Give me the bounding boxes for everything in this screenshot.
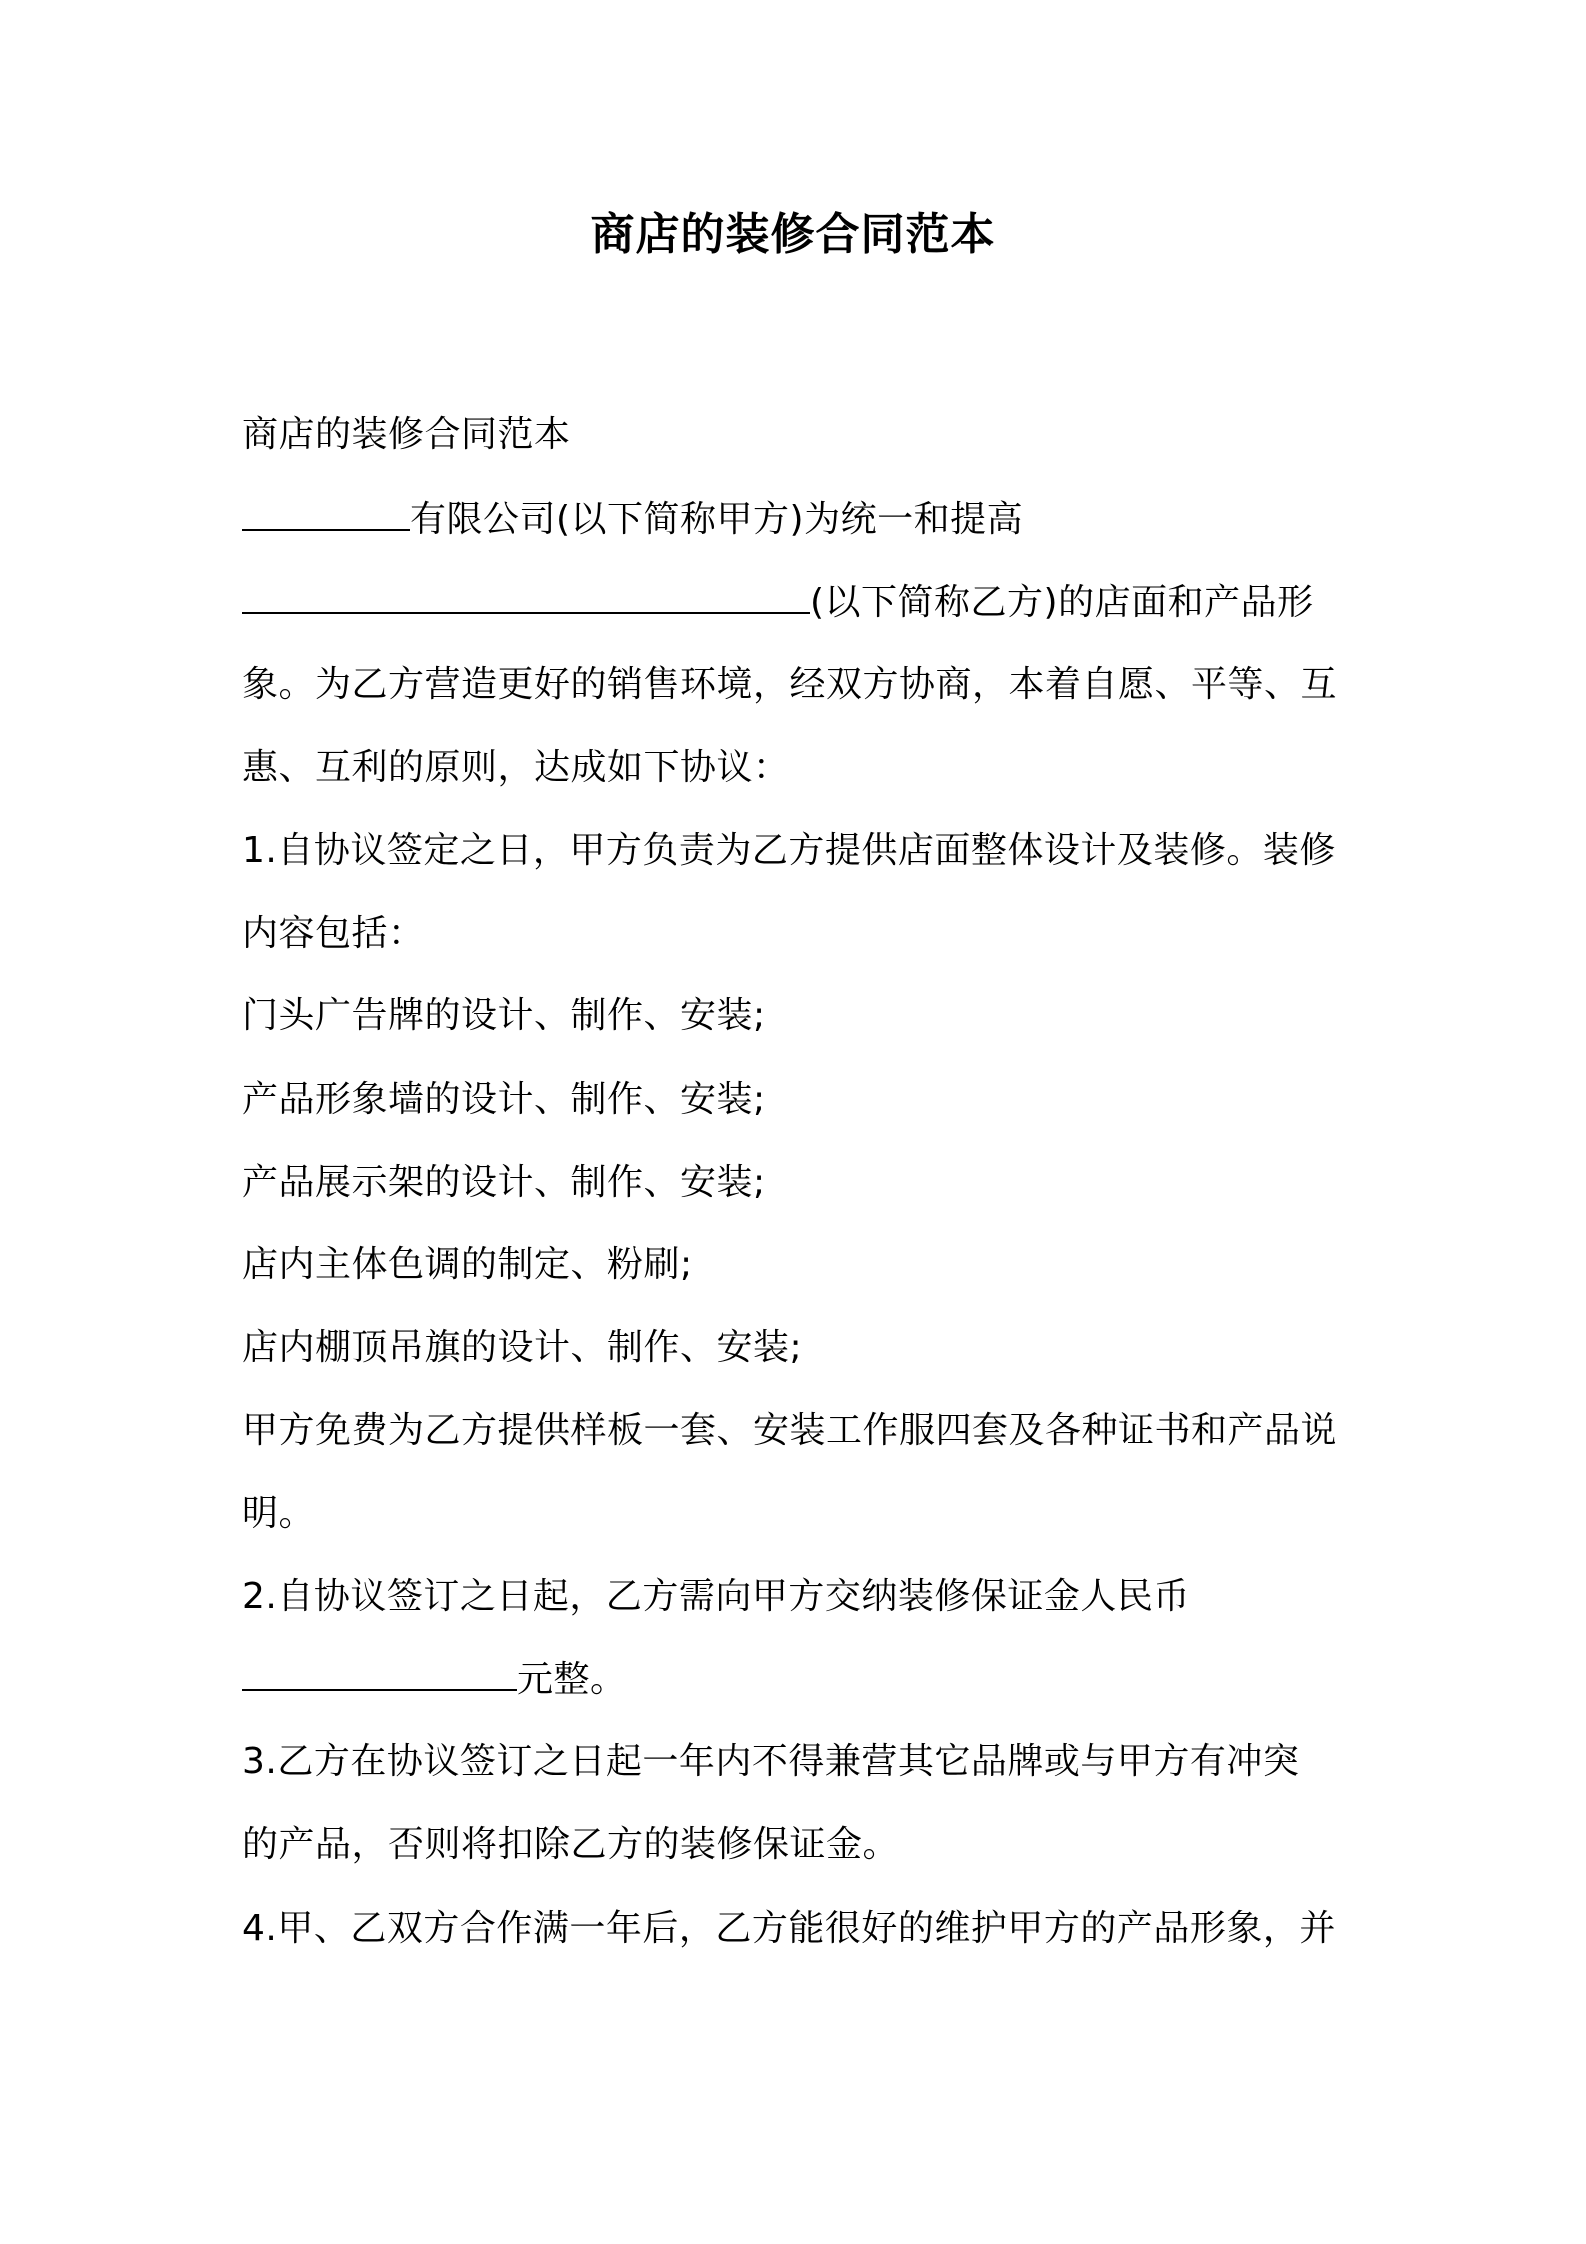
paragraph-line <box>242 495 1023 545</box>
paragraph-line-text: (以下简称乙方)的店面和产品形 <box>810 582 1314 623</box>
fill-blank <box>242 578 810 614</box>
paragraph-line: 产品形象墙的设计、制作、安装; <box>242 1079 766 1120</box>
paragraph-line: 店内棚顶吊旗的设计、制作、安装; <box>242 1327 803 1368</box>
subtitle-line: 商店的装修合同范本 <box>242 414 571 455</box>
paragraph-line: 店内主体色调的制定、粉刷; <box>242 1244 693 1285</box>
paragraph-line: 的产品，否则将扣除乙方的装修保证金。 <box>242 1824 900 1865</box>
paragraph-line: 明。 <box>242 1493 316 1534</box>
paragraph-line: 内容包括： <box>242 913 425 954</box>
paragraph-line <box>242 578 1314 628</box>
paragraph-line: 4.甲、乙双方合作满一年后，乙方能很好的维护甲方的产品形象，并 <box>242 1908 1336 1949</box>
paragraph-line-text: 元整。 <box>517 1659 627 1700</box>
paragraph-line: 1.自协议签定之日，甲方负责为乙方提供店面整体设计及装修。装修 <box>242 830 1336 871</box>
paragraph-line: 甲方免费为乙方提供样板一套、安装工作服四套及各种证书和产品说 <box>242 1410 1338 1451</box>
paragraph-line-text: 有限公司(以下简称甲方)为统一和提高 <box>410 499 1024 540</box>
paragraph-line: 惠、互利的原则，达成如下协议： <box>242 747 790 788</box>
document-title: 商店的装修合同范本 <box>590 209 996 260</box>
fill-blank <box>242 495 410 531</box>
paragraph-line <box>242 1655 627 1705</box>
paragraph-line: 门头广告牌的设计、制作、安装; <box>242 995 766 1036</box>
paragraph-line: 象。为乙方营造更好的销售环境，经双方协商，本着自愿、平等、互 <box>242 664 1338 705</box>
paragraph-line: 产品展示架的设计、制作、安装; <box>242 1162 766 1203</box>
paragraph-line: 2.自协议签订之日起，乙方需向甲方交纳装修保证金人民币 <box>242 1576 1190 1617</box>
fill-blank <box>242 1655 517 1691</box>
paragraph-line: 3.乙方在协议签订之日起一年内不得兼营其它品牌或与甲方有冲突 <box>242 1741 1300 1782</box>
